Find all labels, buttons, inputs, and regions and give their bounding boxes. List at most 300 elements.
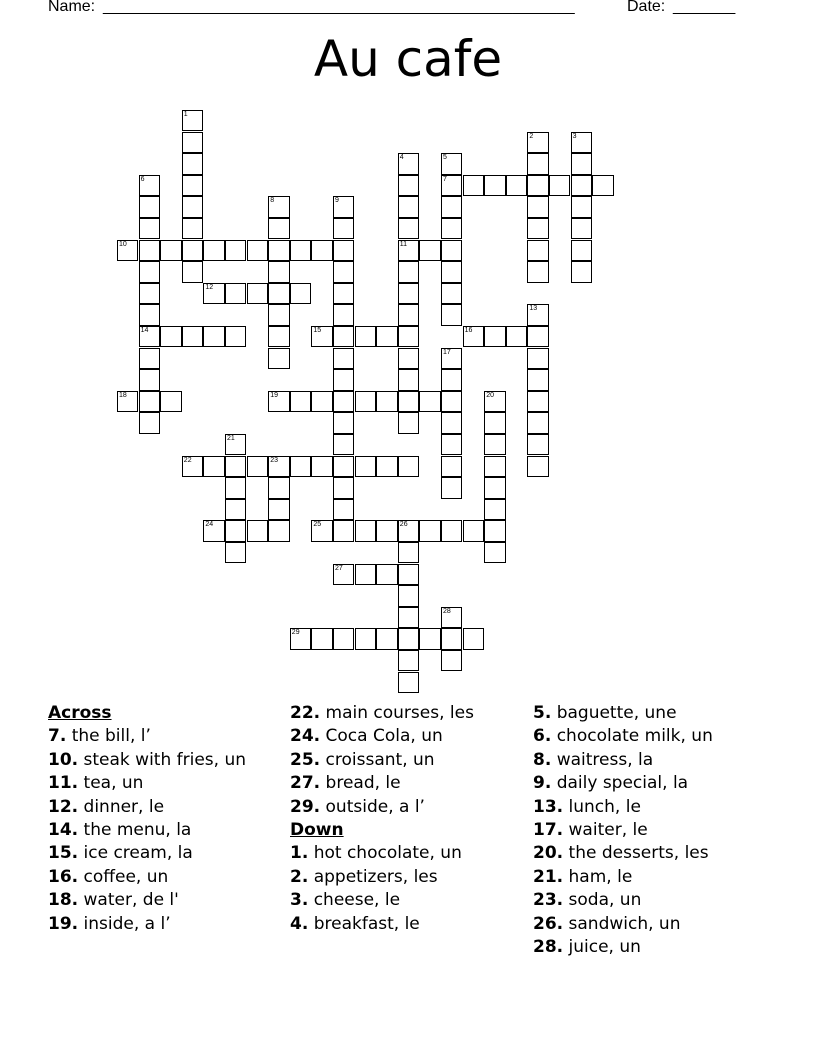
clue-item-number: 1. (290, 843, 309, 864)
clue-number: 23 (270, 456, 278, 464)
crossword-cell[interactable] (441, 520, 462, 541)
clue-item-number: 18. (48, 890, 79, 911)
clue-item-text: tea, un (83, 773, 144, 794)
clue-item-text: dinner, le (83, 796, 165, 817)
crossword-cell[interactable] (398, 175, 419, 196)
crossword-cell[interactable] (527, 304, 548, 325)
clue-item-text: ice cream, la (83, 843, 193, 864)
crossword-cell[interactable] (182, 175, 203, 196)
clue-number: 21 (227, 435, 235, 442)
clue-number: 9 (335, 197, 339, 205)
clue-item-text: sandwich, un (568, 913, 681, 934)
clue-item-number: 23. (533, 890, 564, 911)
name-label: Name: (48, 0, 96, 15)
crossword-cell[interactable] (527, 456, 548, 477)
crossword-cell[interactable] (398, 520, 419, 541)
crossword-cell[interactable] (527, 175, 548, 196)
clue-number: 25 (313, 521, 322, 529)
crossword-cell[interactable] (398, 542, 419, 563)
crossword-cell[interactable] (139, 391, 160, 412)
clue-number: 27 (335, 564, 343, 572)
crossword-cell[interactable] (333, 326, 354, 347)
crossword-cell[interactable] (182, 153, 203, 174)
crossword-cell[interactable] (268, 304, 289, 325)
crossword-cell[interactable] (463, 326, 484, 347)
crossword-cell[interactable] (333, 348, 354, 369)
crossword-cell[interactable] (463, 628, 484, 649)
crossword-cell[interactable] (333, 218, 354, 239)
crossword-cell[interactable] (355, 564, 376, 585)
crossword-cell[interactable] (268, 240, 289, 261)
crossword-cell[interactable] (419, 240, 440, 261)
crossword-cell[interactable] (268, 283, 289, 304)
crossword-cell[interactable] (225, 283, 246, 304)
crossword-cell[interactable] (484, 434, 505, 455)
clue-number: 1 (183, 111, 188, 118)
crossword-cell[interactable] (376, 520, 397, 541)
crossword-cell[interactable] (247, 520, 268, 541)
clue-item (290, 725, 474, 748)
clue-item (533, 842, 713, 865)
crossword-cell[interactable] (333, 304, 354, 325)
crossword-cell[interactable] (160, 326, 181, 347)
crossword-cell[interactable] (398, 218, 419, 239)
crossword-cell[interactable] (571, 261, 592, 282)
crossword-cell[interactable] (268, 391, 289, 412)
clue-item-number: 26. (533, 913, 564, 934)
crossword-cell[interactable] (139, 412, 160, 433)
clue-item (533, 936, 713, 959)
crossword-cell[interactable] (203, 240, 224, 261)
clue-item (533, 913, 713, 936)
crossword-cell[interactable] (333, 434, 354, 455)
crossword-cell[interactable] (160, 391, 181, 412)
clue-item-text: croissant, un (325, 749, 435, 770)
crossword-cell[interactable] (290, 456, 311, 477)
crossword-cell[interactable] (441, 391, 462, 412)
clue-item-number: 10. (48, 749, 79, 770)
clue-item (533, 819, 713, 842)
crossword-cell[interactable] (398, 672, 419, 693)
crossword-cell[interactable] (484, 520, 505, 541)
crossword-cell[interactable] (268, 196, 289, 217)
clue-item-number: 25. (290, 749, 321, 770)
clue-item-number: 4. (290, 913, 309, 934)
clue-item-number: 2. (290, 866, 309, 887)
crossword-cell[interactable] (333, 499, 354, 520)
crossword-cell[interactable] (117, 391, 138, 412)
crossword-cell[interactable] (484, 456, 505, 477)
clue-number: 12 (205, 283, 214, 291)
crossword-cell[interactable] (182, 132, 203, 153)
clue-item-text: cheese, le (313, 890, 401, 911)
crossword-cell[interactable] (182, 240, 203, 261)
clue-item-text: hot chocolate, un (313, 843, 462, 864)
clue-item-number: 20. (533, 843, 564, 864)
clue-item-text: inside, a l’ (83, 913, 171, 934)
crossword-cell[interactable] (592, 175, 613, 196)
clue-item-text: the bill, l’ (71, 726, 151, 747)
crossword-cell[interactable] (268, 348, 289, 369)
clue-item (290, 749, 474, 772)
crossword-cell[interactable] (290, 628, 311, 649)
clue-number: 2 (529, 132, 534, 140)
clue-item-number: 27. (290, 773, 321, 794)
crossword-cell[interactable] (225, 240, 246, 261)
crossword-cell[interactable] (441, 607, 462, 628)
crossword-cell[interactable] (506, 175, 527, 196)
crossword-cell[interactable] (484, 542, 505, 563)
crossword-cell[interactable] (139, 218, 160, 239)
crossword-cell[interactable] (311, 520, 332, 541)
crossword-cell[interactable] (484, 412, 505, 433)
crossword-cell[interactable] (311, 628, 332, 649)
crossword-cell[interactable] (398, 456, 419, 477)
clue-item-text: daily special, la (556, 773, 689, 794)
clue-number: 8 (270, 197, 275, 205)
crossword-cell[interactable] (225, 326, 246, 347)
crossword-cell[interactable] (182, 196, 203, 217)
crossword-cell[interactable] (139, 326, 160, 347)
crossword-cell[interactable] (441, 153, 462, 174)
crossword-cell[interactable] (333, 628, 354, 649)
date-label: Date: (627, 0, 666, 15)
crossword-cell[interactable] (571, 175, 592, 196)
crossword-cell[interactable] (225, 477, 246, 498)
crossword-cell[interactable] (311, 391, 332, 412)
crossword-cell[interactable] (268, 477, 289, 498)
clue-item (290, 913, 474, 936)
clue-item-number: 15. (48, 843, 79, 864)
clue-number: 19 (270, 391, 278, 399)
crossword-cell[interactable] (182, 218, 203, 239)
clue-item (533, 796, 713, 819)
crossword-cell[interactable] (441, 283, 462, 304)
crossword-cell[interactable] (527, 326, 548, 347)
clue-item-text: waitress, la (556, 749, 654, 770)
clue-number: 20 (486, 391, 494, 399)
clue-item (290, 842, 474, 865)
clue-item (533, 725, 713, 748)
crossword-cell[interactable] (527, 261, 548, 282)
clue-item-text: Coca Cola, un (325, 726, 443, 747)
crossword-cell[interactable] (398, 391, 419, 412)
crossword-cell[interactable] (398, 412, 419, 433)
crossword-cell[interactable] (247, 456, 268, 477)
crossword-cell[interactable] (355, 456, 376, 477)
crossword-cell[interactable] (441, 477, 462, 498)
clue-item-text: the menu, la (83, 820, 192, 841)
crossword-cell[interactable] (139, 348, 160, 369)
crossword-cell[interactable] (376, 628, 397, 649)
crossword-cell[interactable] (139, 175, 160, 196)
crossword-cell[interactable] (527, 132, 548, 153)
crossword-cell[interactable] (441, 412, 462, 433)
clue-item-text: steak with fries, un (83, 749, 247, 770)
clue-item-text: breakfast, le (313, 913, 420, 934)
crossword-cell[interactable] (225, 542, 246, 563)
clue-item (48, 796, 246, 819)
crossword-cell[interactable] (441, 304, 462, 325)
clue-item-text: outside, a l’ (325, 796, 425, 817)
clue-item-text: juice, un (568, 937, 641, 958)
clue-item (290, 889, 474, 912)
crossword-cell[interactable] (571, 132, 592, 153)
clue-item-number: 9. (533, 773, 552, 794)
crossword-cell[interactable] (247, 240, 268, 261)
crossword-cell[interactable] (333, 391, 354, 412)
clue-number: 29 (291, 629, 300, 637)
crossword-cell[interactable] (139, 283, 160, 304)
clue-item-text: baguette, une (556, 703, 677, 723)
clue-number: 28 (443, 607, 451, 615)
crossword-cell[interactable] (225, 520, 246, 541)
crossword-cell[interactable] (527, 348, 548, 369)
crossword-cell[interactable] (139, 304, 160, 325)
clue-item-number: 12. (48, 796, 79, 817)
crossword-cell[interactable] (398, 564, 419, 585)
clue-item (533, 749, 713, 772)
clue-item (533, 889, 713, 912)
clue-number: 13 (529, 305, 538, 313)
crossword-cell[interactable] (203, 326, 224, 347)
clue-section-heading: Down (290, 820, 344, 841)
crossword-cell[interactable] (398, 326, 419, 347)
crossword-cell[interactable] (311, 456, 332, 477)
crossword-cell[interactable] (225, 499, 246, 520)
crossword-cell[interactable] (527, 412, 548, 433)
crossword-cell[interactable] (484, 175, 505, 196)
crossword-cell[interactable] (419, 520, 440, 541)
crossword-cell[interactable] (290, 391, 311, 412)
crossword-cell[interactable] (484, 499, 505, 520)
clue-item (48, 725, 246, 748)
crossword-cell[interactable] (355, 391, 376, 412)
clue-number: 3 (572, 132, 577, 140)
clue-item (48, 842, 246, 865)
crossword-cell[interactable] (268, 326, 289, 347)
clue-number: 15 (313, 327, 322, 334)
crossword-cell[interactable] (333, 520, 354, 541)
crossword-cell[interactable] (441, 456, 462, 477)
crossword-cell[interactable] (182, 456, 203, 477)
crossword-cell[interactable] (398, 628, 419, 649)
clue-column-1 (48, 702, 246, 936)
crossword-cell[interactable] (527, 391, 548, 412)
crossword-cell[interactable] (441, 240, 462, 261)
crossword-cell[interactable] (441, 628, 462, 649)
clue-number: 11 (399, 240, 408, 248)
crossword-cell[interactable] (398, 283, 419, 304)
crossword-cell[interactable] (463, 175, 484, 196)
crossword-cell[interactable] (182, 110, 203, 131)
clue-item-text: waiter, le (568, 820, 648, 841)
crossword-cell[interactable] (333, 240, 354, 261)
crossword-cell[interactable] (333, 283, 354, 304)
crossword-cell[interactable] (441, 175, 462, 196)
crossword-cell[interactable] (139, 261, 160, 282)
crossword-cell[interactable] (376, 564, 397, 585)
clue-item-text: lunch, le (568, 796, 641, 817)
crossword-cell[interactable] (139, 240, 160, 261)
clue-item-number: 28. (533, 937, 564, 958)
crossword-cell[interactable] (355, 520, 376, 541)
crossword-cell[interactable] (355, 628, 376, 649)
crossword-cell[interactable] (333, 564, 354, 585)
crossword-cell[interactable] (355, 326, 376, 347)
crossword-cell[interactable] (333, 369, 354, 390)
clue-item-number: 19. (48, 913, 79, 934)
crossword-cell[interactable] (268, 456, 289, 477)
clue-number: 6 (140, 175, 145, 183)
crossword-cell[interactable] (527, 369, 548, 390)
crossword-cell[interactable] (463, 520, 484, 541)
crossword-cell[interactable] (484, 326, 505, 347)
crossword-cell[interactable] (117, 240, 138, 261)
crossword-cell[interactable] (441, 261, 462, 282)
clue-number: 14 (140, 327, 149, 334)
clue-item-text: appetizers, les (313, 866, 438, 887)
crossword-cell[interactable] (398, 240, 419, 261)
crossword-cell[interactable] (571, 218, 592, 239)
crossword-cell[interactable] (549, 175, 570, 196)
crossword-cell[interactable] (182, 326, 203, 347)
clue-item (533, 702, 713, 725)
crossword-cell[interactable] (311, 240, 332, 261)
crossword-cell[interactable] (398, 607, 419, 628)
crossword-cell[interactable] (527, 218, 548, 239)
clue-item-text: chocolate milk, un (556, 726, 713, 747)
crossword-cell[interactable] (441, 369, 462, 390)
crossword-cell[interactable] (268, 218, 289, 239)
crossword-cell[interactable] (333, 456, 354, 477)
clue-number: 26 (399, 521, 408, 529)
crossword-cell[interactable] (225, 434, 246, 455)
clue-number: 10 (119, 240, 127, 248)
clue-item-number: 7. (48, 726, 67, 747)
crossword-cell[interactable] (571, 153, 592, 174)
crossword-cell[interactable] (571, 240, 592, 261)
crossword-cell[interactable] (203, 283, 224, 304)
clue-item-text: water, de l' (83, 890, 179, 911)
crossword-cell[interactable] (441, 650, 462, 671)
crossword-cell[interactable] (139, 196, 160, 217)
crossword-cell[interactable] (398, 153, 419, 174)
crossword-cell[interactable] (398, 585, 419, 606)
clue-item (290, 702, 474, 725)
clue-column-3 (533, 702, 713, 959)
clue-item (533, 772, 713, 795)
crossword-cell[interactable] (376, 456, 397, 477)
crossword-cell[interactable] (398, 304, 419, 325)
crossword-cell[interactable] (441, 218, 462, 239)
clue-item-number: 24. (290, 726, 321, 747)
crossword-cell[interactable] (527, 434, 548, 455)
crossword-cell[interactable] (160, 240, 181, 261)
clue-number: 17 (443, 348, 451, 356)
crossword-cell[interactable] (225, 456, 246, 477)
clue-item-text: coffee, un (83, 866, 169, 887)
crossword-cell[interactable] (527, 240, 548, 261)
crossword-cell[interactable] (290, 283, 311, 304)
crossword-cell[interactable] (527, 153, 548, 174)
clue-number: 4 (399, 154, 404, 162)
clue-number: 24 (205, 521, 214, 529)
crossword-cell[interactable] (333, 196, 354, 217)
crossword-cell[interactable] (203, 520, 224, 541)
clue-item-text: ham, le (568, 866, 633, 887)
clue-number: 16 (464, 327, 473, 334)
clue-item-text: bread, le (325, 773, 401, 794)
crossword-cell[interactable] (419, 628, 440, 649)
date-field[interactable]: _______ (673, 0, 736, 15)
clue-item (533, 866, 713, 889)
crossword-cell[interactable] (398, 196, 419, 217)
crossword-cell[interactable] (203, 456, 224, 477)
clue-number: 5 (443, 154, 447, 162)
crossword-cell[interactable] (398, 650, 419, 671)
crossword-cell[interactable] (376, 326, 397, 347)
clue-number: 18 (119, 391, 127, 399)
crossword-cell[interactable] (182, 261, 203, 282)
crossword-cell[interactable] (506, 326, 527, 347)
crossword-cell[interactable] (484, 477, 505, 498)
clue-item-number: 22. (290, 703, 321, 723)
crossword-cell[interactable] (268, 261, 289, 282)
crossword-cell[interactable] (333, 261, 354, 282)
clue-item (48, 913, 246, 936)
clue-number: 22 (183, 456, 192, 464)
clue-item-number: 17. (533, 820, 564, 841)
clue-item-number: 29. (290, 796, 321, 817)
clue-item-number: 5. (533, 703, 552, 723)
crossword-cell[interactable] (268, 499, 289, 520)
clue-item (48, 772, 246, 795)
clue-item (48, 749, 246, 772)
crossword-cell[interactable] (441, 196, 462, 217)
clue-item (290, 796, 474, 819)
crossword-cell[interactable] (139, 369, 160, 390)
crossword-cell[interactable] (419, 391, 440, 412)
crossword-cell[interactable] (290, 240, 311, 261)
crossword-cell[interactable] (398, 261, 419, 282)
crossword-cell[interactable] (441, 348, 462, 369)
clue-item-number: 6. (533, 726, 552, 747)
crossword-cell[interactable] (333, 477, 354, 498)
crossword-cell[interactable] (311, 326, 332, 347)
crossword-cell[interactable] (268, 520, 289, 541)
clue-item-number: 3. (290, 890, 309, 911)
crossword-cell[interactable] (398, 348, 419, 369)
crossword-cell[interactable] (441, 434, 462, 455)
crossword-cell[interactable] (247, 283, 268, 304)
crossword-cell[interactable] (333, 412, 354, 433)
clue-item-number: 21. (533, 866, 564, 887)
clue-item-number: 8. (533, 749, 552, 770)
crossword-cell[interactable] (527, 196, 548, 217)
clue-item-number: 14. (48, 820, 79, 841)
crossword-cell[interactable] (484, 391, 505, 412)
clue-item-number: 13. (533, 796, 564, 817)
clue-number: 7 (443, 175, 447, 183)
crossword-cell[interactable] (398, 369, 419, 390)
clue-item (290, 866, 474, 889)
crossword-cell[interactable] (376, 391, 397, 412)
page-title: Au cafe (313, 30, 503, 88)
crossword-cell[interactable] (571, 196, 592, 217)
clue-item (290, 772, 474, 795)
name-field[interactable]: _____________________________________________________ (103, 0, 575, 15)
